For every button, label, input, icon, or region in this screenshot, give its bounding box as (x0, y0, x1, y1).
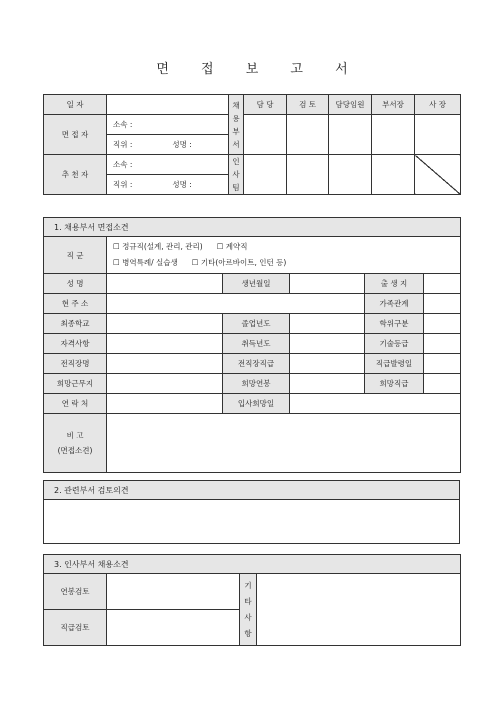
name-label: 성 명 (44, 274, 107, 294)
field[interactable] (290, 334, 365, 354)
field[interactable] (107, 394, 223, 414)
field[interactable] (107, 274, 223, 294)
desired-grade-label: 희망직급 (365, 374, 424, 394)
school-label: 최종학교 (44, 314, 107, 334)
prev-company-label: 전직장명 (44, 354, 107, 374)
start-date-label: 입사희망일 (223, 394, 290, 414)
field[interactable] (290, 354, 365, 374)
sign-cell[interactable] (329, 115, 372, 155)
field[interactable] (290, 274, 365, 294)
birthdate-label: 생년월일 (223, 274, 290, 294)
recommender-label: 추 천 자 (44, 155, 107, 195)
section1-header: 1. 채용부서 면접소견 (44, 218, 461, 237)
remarks-sub-label: (면접소견) (57, 446, 93, 455)
interviewer-label: 면 접 자 (44, 115, 107, 155)
sign-cell[interactable] (372, 155, 415, 195)
field[interactable] (107, 294, 365, 314)
recommender-name: 성명 : (172, 180, 192, 189)
option-other[interactable]: ☐ 기타(아르바이트, 인턴 등) (191, 258, 287, 267)
cert-year-label: 취득년도 (223, 334, 290, 354)
sign-cell[interactable] (287, 155, 329, 195)
grade-review-label: 직급검토 (44, 610, 107, 646)
salary-review-field[interactable] (107, 574, 240, 610)
remarks-label: 비 고 (66, 431, 84, 440)
approval-table (43, 94, 461, 195)
family-label: 가족관계 (365, 294, 424, 314)
remarks-field[interactable] (107, 414, 461, 473)
field[interactable] (107, 314, 223, 334)
field[interactable] (290, 314, 365, 334)
prev-grade-label: 전직장직급 (223, 354, 290, 374)
approval-header-1: 검 토 (287, 95, 329, 115)
option-military[interactable]: ☐ 병역특례/ 실습생 (113, 258, 178, 267)
field[interactable] (107, 374, 223, 394)
desired-location-label: 희망근무지 (44, 374, 107, 394)
sign-cell[interactable] (244, 115, 287, 155)
approval-header-0: 담 당 (244, 95, 287, 115)
job-type-label: 직 군 (44, 237, 107, 274)
birthplace-label: 출 생 지 (365, 274, 424, 294)
contact-label: 연 락 처 (44, 394, 107, 414)
grade-review-field[interactable] (107, 610, 240, 646)
section3-header: 3. 인사부서 채용소견 (44, 555, 461, 574)
option-contract[interactable]: ☐ 계약직 (216, 242, 248, 251)
interviewer-affiliation: 소속 : (113, 120, 133, 129)
field[interactable] (424, 274, 461, 294)
salary-review-label: 연봉검토 (44, 574, 107, 610)
section3-table (43, 554, 461, 646)
hiring-dept-label: 채 용 부 서 (229, 95, 244, 155)
desired-salary-label: 희망연봉 (223, 374, 290, 394)
sign-cell[interactable] (329, 155, 372, 195)
recommender-affiliation: 소속 : (113, 160, 133, 169)
field[interactable] (107, 334, 223, 354)
sign-cell[interactable] (415, 115, 461, 155)
review-opinion-field[interactable] (44, 500, 460, 544)
grad-year-label: 졸업년도 (223, 314, 290, 334)
interviewer-name: 성명 : (172, 140, 192, 149)
field[interactable] (424, 374, 461, 394)
sign-cell[interactable] (287, 115, 329, 155)
page-title: 면 접 보 고 서 (156, 62, 362, 77)
approval-header-4: 사 장 (415, 95, 461, 115)
field[interactable] (290, 374, 365, 394)
date-label: 일 자 (44, 95, 107, 115)
field[interactable] (424, 354, 461, 374)
degree-label: 학위구분 (365, 314, 424, 334)
sign-cell-void (415, 155, 461, 195)
field[interactable] (424, 334, 461, 354)
interviewer-position: 직위 : (113, 140, 133, 149)
section2-table (43, 480, 460, 544)
sign-cell[interactable] (372, 115, 415, 155)
date-field[interactable] (107, 95, 229, 115)
field[interactable] (107, 354, 223, 374)
recommender-position: 직위 : (113, 180, 133, 189)
field[interactable] (424, 314, 461, 334)
cert-label: 자격사항 (44, 334, 107, 354)
field[interactable] (290, 394, 461, 414)
approval-header-2: 담당임원 (329, 95, 372, 115)
other-field[interactable] (257, 574, 461, 646)
other-label: 기 타 사 항 (240, 574, 257, 646)
sign-cell[interactable] (244, 155, 287, 195)
field[interactable] (424, 294, 461, 314)
approval-header-3: 부서장 (372, 95, 415, 115)
option-regular[interactable]: ☐ 정규직(설계, 관리, 관리) (113, 242, 203, 251)
hr-label: 인 사 팀 (229, 155, 244, 195)
grade-date-label: 직급발령일 (365, 354, 424, 374)
section2-header: 2. 관련부서 검토의견 (44, 481, 460, 500)
tech-grade-label: 기술등급 (365, 334, 424, 354)
address-label: 현 주 소 (44, 294, 107, 314)
section1-table (43, 217, 461, 473)
